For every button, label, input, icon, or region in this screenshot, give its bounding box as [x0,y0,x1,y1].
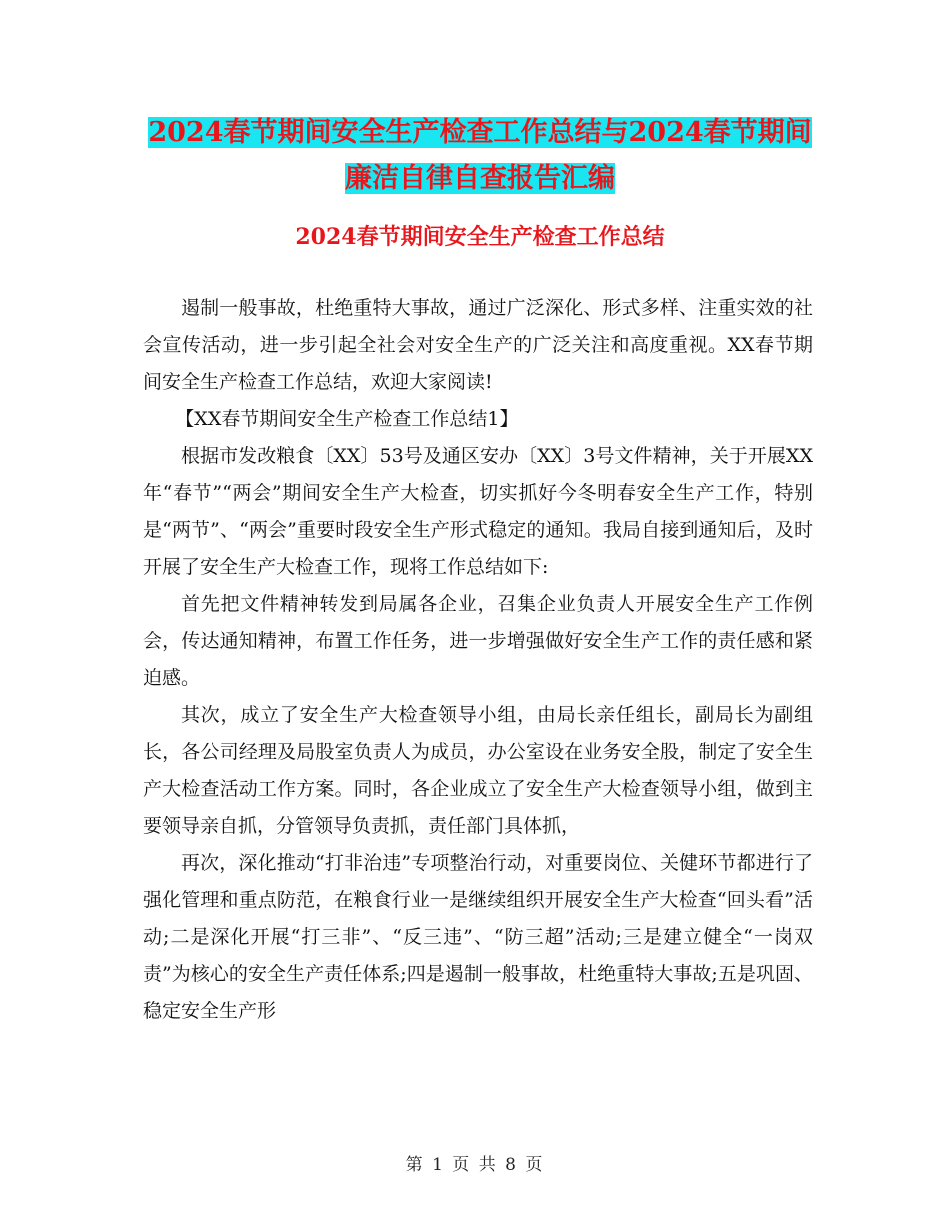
section-title: 2024春节期间安全生产检查工作总结 [295,224,665,250]
page-number-footer: 第 1 页 共 8 页 [405,1155,545,1175]
body-paragraph: 再次，深化推动“打非治违”专项整治行动，对重要岗位、关健环节都进行了强化管理和重点防范，在粮食行业一是继续组织开展安全生产大检查“回头看”活动;二是深化开展“打三非”、“反三违”、“防三超”活动;三是建立健全“一岗双责”为核心的安全生产责任体系;四是遏制一般事故，杜绝重特大事故;五是巩固、稳定安全生产形 [143,852,813,1022]
body-paragraph: 其次，成立了安全生产大检查领导小组，由局长亲任组长，副局长为副组长，各公司经理及局股室负责人为成员，办公室设在业务安全股，制定了安全生产大检查活动工作方案。同时，各企业成立了安全生产大检查领导小组，做到主要领导亲自抓，分管领导负责抓，责任部门具体抓， [143,704,813,837]
document-title [140,110,820,202]
document-title-text: 2024春节期间安全生产检查工作总结与2024春节期间廉洁自律自查报告汇编 [148,117,812,194]
intro-paragraph: 遏制一般事故，杜绝重特大事故，通过广泛深化、形式多样、注重实效的社会宣传活动，进一步引起全社会对安全生产的广泛关注和高度重视。XX春节期间安全生产检查工作总结，欢迎大家阅读! [143,297,813,393]
document-body [143,290,813,1030]
body-paragraph: 根据市发改粮食〔XX〕53号及通区安办〔XX〕3号文件精神，关于开展XX年“春节”“两会”期间安全生产大检查，切实抓好今冬明春安全生产工作，特别是“两节”、“两会”重要时段安全生产形式稳定的通知。我局自接到通知后，及时开展了安全生产大检查工作，现将工作总结如下: [143,445,813,578]
subheading: 【XX春节期间安全生产检查工作总结1】 [175,408,519,430]
body-paragraph: 首先把文件精神转发到局属各企业，召集企业负责人开展安全生产工作例会，传达通知精神，布置工作任务，进一步增强做好安全生产工作的责任感和紧迫感。 [143,593,813,689]
